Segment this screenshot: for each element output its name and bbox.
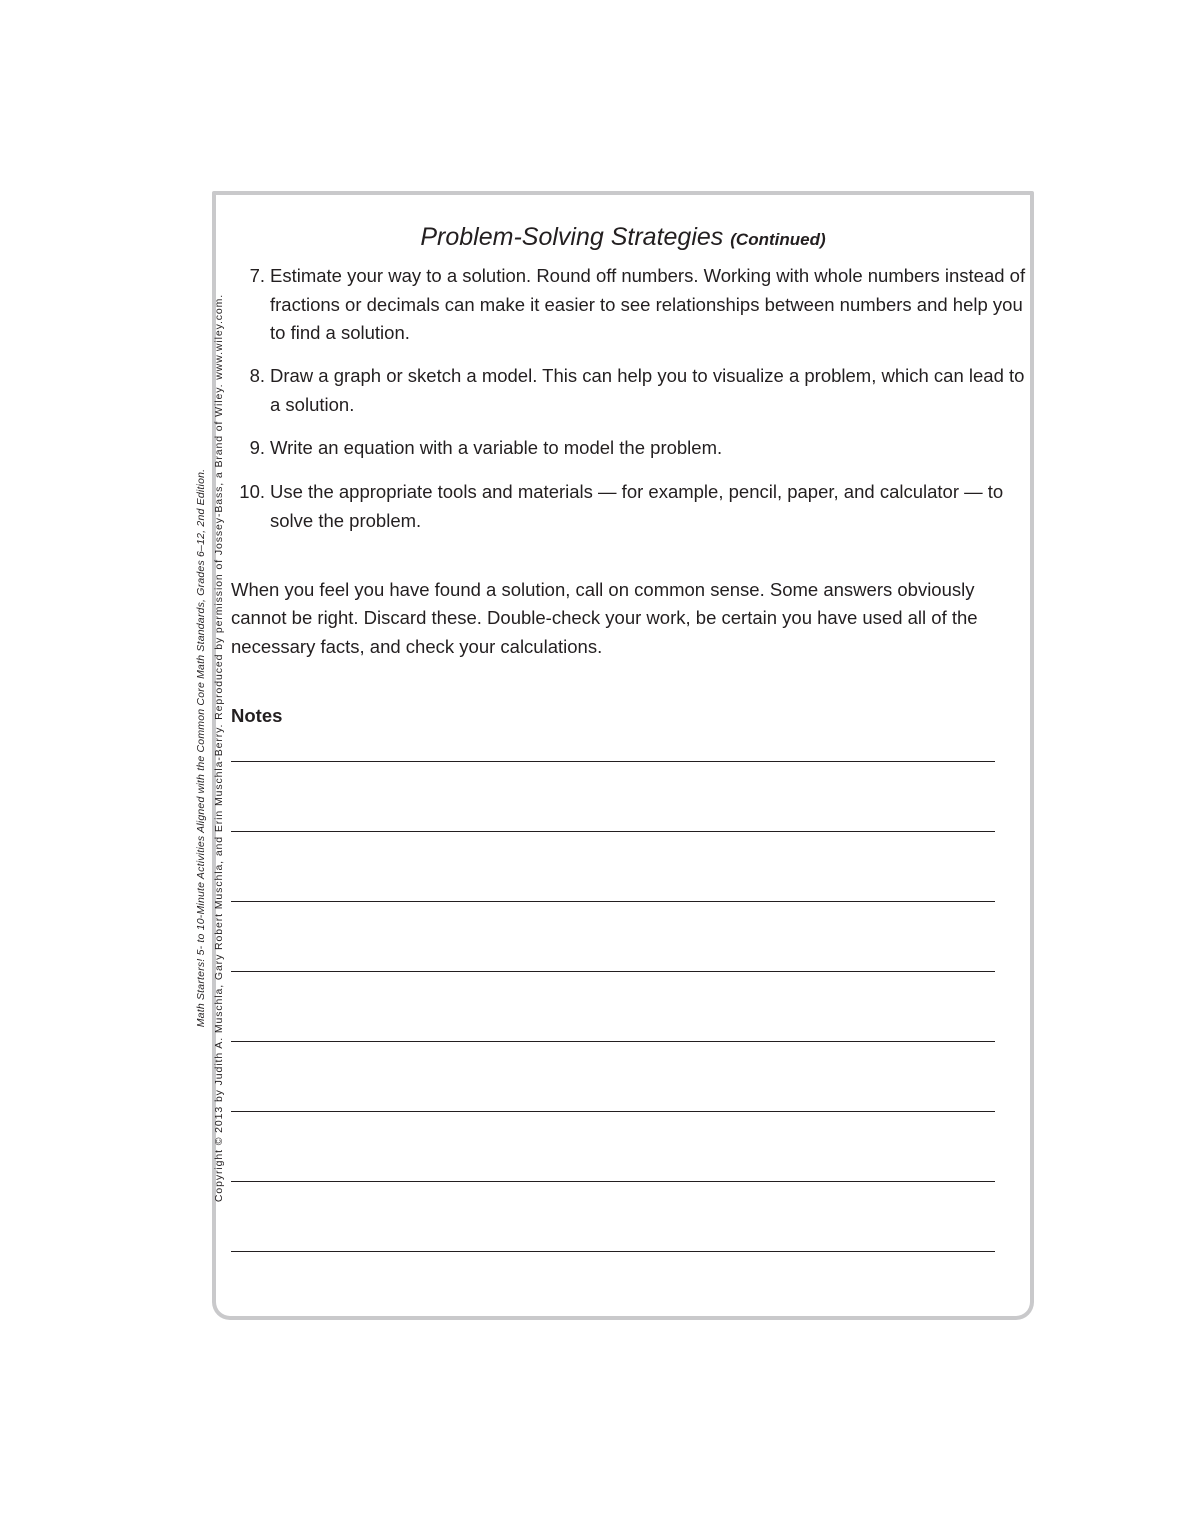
title-continued: (Continued) xyxy=(730,230,826,249)
copyright-authors: Copyright © 2013 by Judith A. Muschla, Gary Robert Muschla, and Erin Muschla-Berry. Reproduced by permission of Jossey-Bass, a Brand of Wiley. www.wiley.com. xyxy=(213,293,225,1203)
strategy-number: 10. xyxy=(239,481,265,502)
strategy-item-9 xyxy=(249,434,1030,463)
notes-line xyxy=(231,1251,995,1252)
closing-paragraph: When you feel you have found a solution, call on common sense. Some answers obviously cannot be right. Discard these. Double-check your work, be certain you have used all of the necessary facts, and check your calculations. xyxy=(231,579,978,657)
notes-line xyxy=(231,1041,995,1042)
notes-line xyxy=(231,1181,995,1182)
copyright-notice xyxy=(192,258,228,1238)
notes-line xyxy=(231,901,995,902)
strategy-text: Draw a graph or sketch a model. This can help you to visualize a problem, which can lead to a solution. xyxy=(270,365,1025,415)
notes-heading: Notes xyxy=(231,705,283,726)
strategy-number: 8. xyxy=(249,365,265,386)
strategy-number: 7. xyxy=(249,265,265,286)
strategy-text: Write an equation with a variable to model the problem. xyxy=(270,437,723,458)
notes-line xyxy=(231,761,995,762)
notes-line xyxy=(231,971,995,972)
strategy-item-8 xyxy=(249,362,1030,419)
strategy-number: 9. xyxy=(249,437,265,458)
page-title xyxy=(212,221,1034,256)
copyright-book-title: Math Starters! 5- to 10-Minute Activities Aligned with the Common Core Math Standards, Grades 6–12, 2nd Edition. xyxy=(195,468,207,1028)
strategy-item-7 xyxy=(249,262,1030,348)
strategy-text: Estimate your way to a solution. Round off numbers. Working with whole numbers instead of fractions or decimals can make it easier to see relationships between numbers and help you to find a solution. xyxy=(270,265,1026,343)
notes-line xyxy=(231,1111,995,1112)
strategy-text: Use the appropriate tools and materials — for example, pencil, paper, and calculator — to solve the problem. xyxy=(270,481,1004,531)
strategy-item-10 xyxy=(239,478,1030,535)
notes-line xyxy=(231,831,995,832)
page-border-frame xyxy=(212,191,1034,1320)
title-main: Problem-Solving Strategies xyxy=(420,223,724,251)
